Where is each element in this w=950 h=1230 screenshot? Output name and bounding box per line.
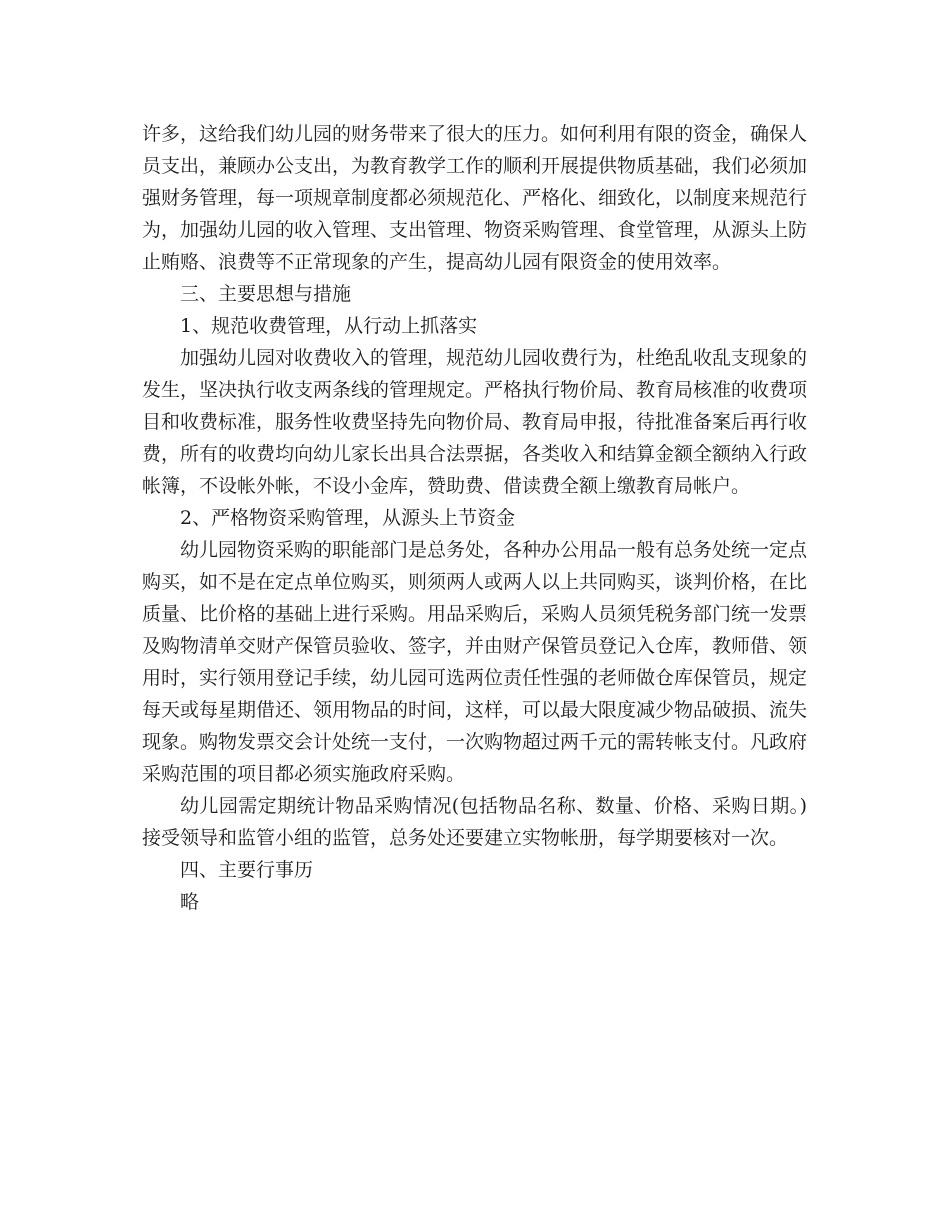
- paragraph-procurement-statistics: 幼儿园需定期统计物品采购情况(包括物品名称、数量、价格、采购日期。)接受领导和监管小组的监管，总务处还要建立实物帐册，每学期要核对一次。: [142, 795, 807, 849]
- paragraph-fee-management: 加强幼儿园对收费收入的管理，规范幼儿园收费行为，杜绝乱收乱支现象的发生，坚决执行收支两条线的管理规定。严格执行物价局、教育局核准的收费项目和收费标准，服务性收费坚持先向物价局、教育局申报，待批准备案后再行收费，所有的收费均向幼儿家长出具合法票据，各类收入和结算金额全额纳入行政帐簿，不设帐外帐，不设小金库，赞助费、借读费全额上缴教育局帐户。: [142, 347, 808, 497]
- section-heading-schedule: 四、主要行事历: [180, 859, 314, 881]
- paragraph-procurement: 幼儿园物资采购的职能部门是总务处，各种办公用品一般有总务处统一定点购买，如不是在定点单位购买，则须两人或两人以上共同购买，谈判价格，在比质量、比价格的基础上进行采购。用品采购后，采购人员须凭税务部门统一发票及购物清单交财产保管员验收、签字，并由财产保管员登记入仓库，教师借、领用时，实行领用登记手续，幼儿园可选两位责任性强的老师做仓库保管员，规定每天或每星期借还、领用物品的时间，这样，可以最大限度减少物品破损、流失现象。购物发票交会计处统一支付，一次购物超过两千元的需转帐支付。凡政府采购范围的项目都必须实施政府采购。: [142, 539, 808, 785]
- subheading-procurement: 2、严格物资采购管理，从源头上节资金: [180, 507, 516, 529]
- subheading-fee-management: 1、规范收费管理，从行动上抓落实: [180, 315, 478, 337]
- paragraph-omitted: 略: [180, 891, 200, 913]
- section-heading-main-ideas: 三、主要思想与措施: [180, 283, 352, 305]
- document-body: [142, 118, 807, 918]
- paragraph-funding-pressure: 许多，这给我们幼儿园的财务带来了很大的压力。如何利用有限的资金，确保人员支出，兼顾办公支出，为教育教学工作的顺利开展提供物质基础，我们必须加强财务管理，每一项规章制度都必须规范化、严格化、细致化，以制度来规范行为，加强幼儿园的收入管理、支出管理、物资采购管理、食堂管理，从源头上防止贿赂、浪费等不正常现象的产生，提高幼儿园有限资金的使用效率。: [142, 123, 808, 273]
